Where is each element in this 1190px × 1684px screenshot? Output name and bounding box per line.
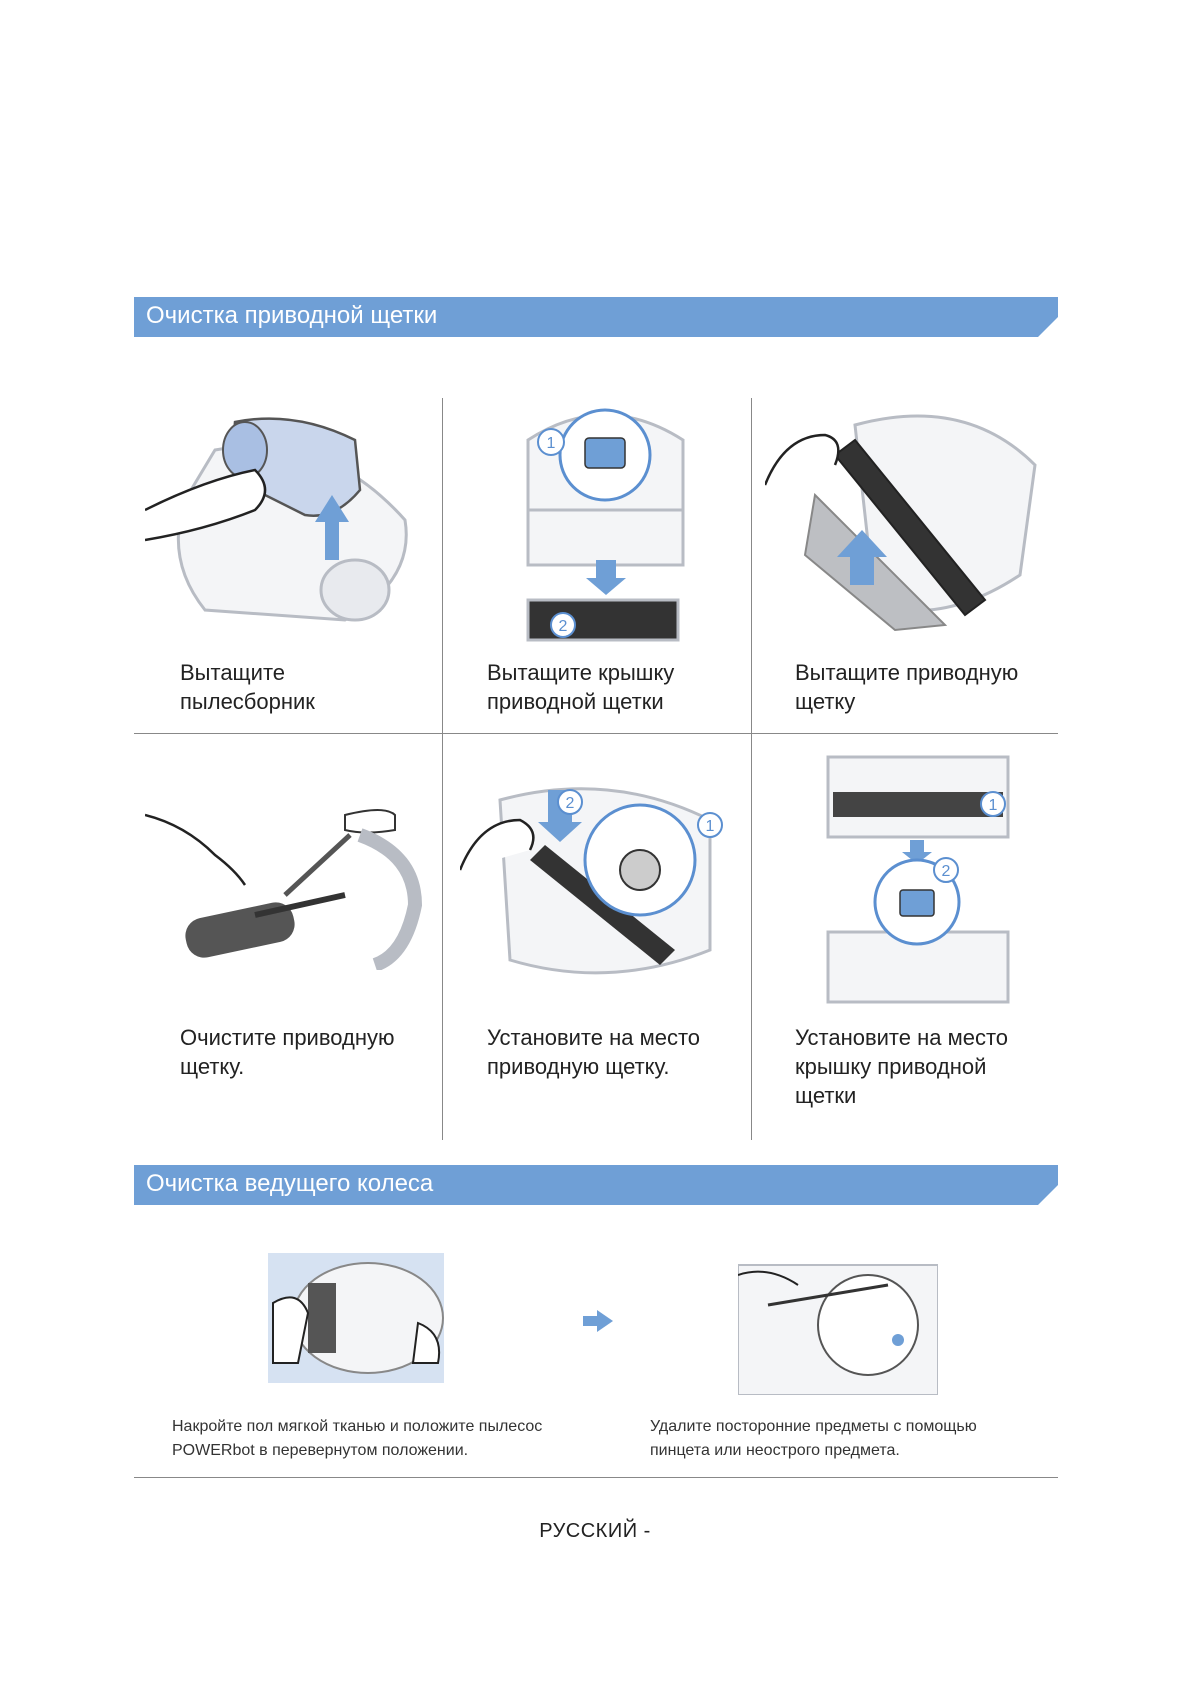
illustration-clean-wheel bbox=[738, 1245, 938, 1395]
illustration-remove-dustbin bbox=[145, 410, 425, 640]
arrow-right-icon bbox=[583, 1310, 613, 1332]
section-header-brush bbox=[134, 297, 1058, 337]
marker-2: 2 bbox=[941, 863, 951, 880]
step-caption: Очистите приводную щетку. bbox=[180, 1025, 395, 1079]
step-caption: Установите на место приводную щетку. bbox=[487, 1025, 701, 1079]
step-caption: Удалите посторонние предметы с помощью пинцета или неострого предмета. bbox=[650, 1418, 977, 1459]
illustration-reinstall-brush bbox=[460, 780, 740, 990]
step-caption: Накройте пол мягкой тканью и положите пылесос POWERbot в перевернутом положении. bbox=[172, 1418, 543, 1459]
grid-divider bbox=[442, 398, 443, 1140]
step-caption: Установите на место крышку приводной щетки bbox=[795, 1025, 1009, 1108]
bottom-divider bbox=[134, 1477, 1058, 1478]
step-caption: Вытащите пылесборник bbox=[180, 660, 315, 714]
step-caption: Вытащите приводную щетку bbox=[795, 660, 1019, 714]
footer-language: РУССКИЙ - bbox=[539, 1520, 651, 1542]
illustration-robot-upside-down bbox=[268, 1253, 444, 1383]
grid-divider bbox=[751, 398, 752, 1140]
section-header-wheel bbox=[134, 1165, 1058, 1205]
step-caption: Вытащите крышку приводной щетки bbox=[487, 660, 675, 714]
illustration-reinstall-cover bbox=[818, 752, 1018, 1007]
marker-1: 1 bbox=[705, 818, 715, 835]
marker-1: 1 bbox=[546, 435, 556, 452]
illustration-remove-brush-cover bbox=[518, 400, 693, 645]
marker-2: 2 bbox=[558, 618, 568, 635]
section-title: Очистка ведущего колеса bbox=[146, 1170, 434, 1197]
illustration-remove-brush bbox=[765, 405, 1045, 635]
illustration-clean-brush bbox=[145, 795, 435, 970]
section-title: Очистка приводной щетки bbox=[146, 302, 438, 329]
grid-divider bbox=[134, 733, 1058, 734]
marker-1: 1 bbox=[988, 797, 998, 814]
marker-2: 2 bbox=[565, 795, 575, 812]
